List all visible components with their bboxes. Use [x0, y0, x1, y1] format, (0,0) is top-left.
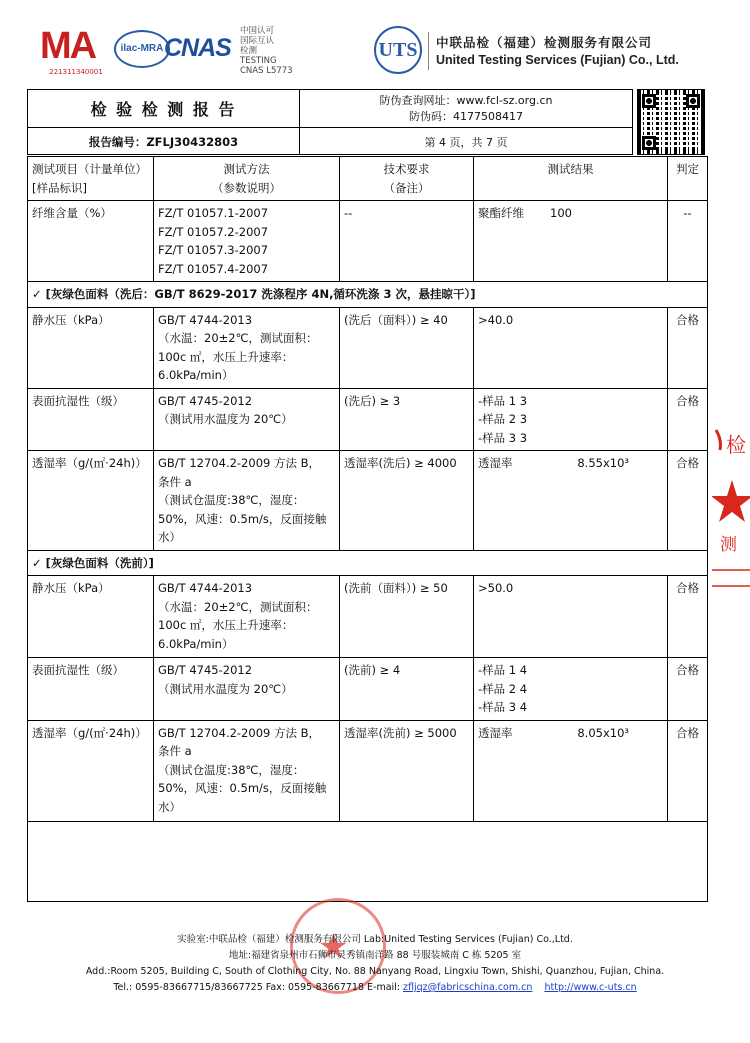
verdict-cell: -- [668, 201, 708, 282]
website-link[interactable]: http://www.c-uts.cn [544, 982, 637, 993]
method-cell: GB/T 4744-2013 （水温：20±2℃，测试面积： 100c ㎡，水压上升速率： 6.0kPa/min） [154, 307, 340, 388]
item-cell: 纤维含量（%） [28, 201, 154, 282]
col-header-requirement: 技术要求 （备注） [340, 157, 474, 201]
svg-text:检: 检 [726, 433, 746, 457]
verify-code: 防伪码：4177508417 [409, 109, 523, 123]
item-cell: 静水压（kPa） [28, 307, 154, 388]
ilac-logo: ilac-MRA [114, 30, 170, 68]
cnas-logo: CNAS [164, 34, 231, 62]
col-header-result: 测试结果 [474, 157, 668, 201]
result-cell: 透湿率 8.55x10³ [474, 451, 668, 551]
verdict-cell: 合格 [668, 388, 708, 451]
footer-address-en: Add.:Room 5205, Building C, South of Clothing City, No. 88 Nanyang Road, Lingxiu Town, Shishi, Quanzhou, Fujian, China. [85, 966, 665, 977]
verify-site: 防伪查询网址：www.fcl-sz.org.cn [379, 93, 553, 107]
seam-stamp [712, 420, 750, 590]
ma-number: 221311340001 [49, 68, 103, 76]
requirement-cell: 透湿率(洗前) ≥ 5000 [340, 720, 474, 821]
report-number: 报告编号：ZFLJ30432803 [28, 128, 300, 155]
result-cell: 聚酯纤维 100 [474, 201, 668, 282]
verdict-cell: 合格 [668, 720, 708, 821]
result-cell: >50.0 [474, 576, 668, 658]
logo-divider [428, 32, 429, 70]
table-row [28, 658, 708, 721]
table-row [28, 576, 708, 658]
footer-address-cn: 地址:福建省泉州市石狮市灵秀镇南洋路 88 号服装城南 C 栋 5205 室 [228, 950, 522, 961]
requirement-cell: (洗前) ≥ 4 [340, 658, 474, 721]
method-cell: FZ/T 01057.1-2007 FZ/T 01057.2-2007 FZ/T 01057.3-2007 FZ/T 01057.4-2007 [154, 201, 340, 282]
email-link[interactable]: zfljqz@fabricschina.com.cn [403, 982, 533, 993]
method-cell: GB/T 4745-2012 （测试用水温度为 20℃） [154, 658, 340, 721]
svg-text:测: 测 [720, 535, 737, 555]
verify-info [300, 90, 632, 128]
company-name-cn: 中联品检（福建）检测服务有限公司 [436, 35, 653, 50]
table-row [28, 388, 708, 451]
requirement-cell: -- [340, 201, 474, 282]
method-cell: GB/T 12704.2-2009 方法 B， 条件 a （测试仓温度:38℃，湿度： 50%，风速：0.5m/s，反面接触 水） [154, 720, 340, 821]
cnas-accreditation-text: 中国认可 国际互认 检测 TESTING CNAS L5773 [240, 26, 293, 76]
qr-code [637, 89, 705, 155]
verdict-cell: 合格 [668, 307, 708, 388]
item-cell: 透湿率（g/(㎡·24h)） [28, 720, 154, 821]
item-cell: 透湿率（g/(㎡·24h)） [28, 451, 154, 551]
table-row [28, 720, 708, 821]
item-cell: 表面抗湿性（级） [28, 388, 154, 451]
uts-logo: UTS [374, 26, 422, 74]
method-cell: GB/T 4745-2012 （测试用水温度为 20℃） [154, 388, 340, 451]
verdict-cell: 合格 [668, 658, 708, 721]
requirement-cell: 透湿率(洗后) ≥ 4000 [340, 451, 474, 551]
footer-contact: Tel.: 0595-83667715/83667725 Fax: 0595-83667718 E-mail: zfljqz@fabricschina.com.cn http://www.c-uts.cn [113, 982, 637, 993]
requirement-cell: (洗后（面料）) ≥ 40 [340, 307, 474, 388]
company-name-en: United Testing Services (Fujian) Co., Ltd. [436, 53, 679, 67]
method-cell: GB/T 12704.2-2009 方法 B， 条件 a （测试仓温度:38℃，湿度： 50%，风速：0.5m/s，反面接触 水） [154, 451, 340, 551]
col-header-item: 测试项目（计量单位） [样品标识] [28, 157, 154, 201]
page-info: 第 4 页，共 7 页 [424, 135, 508, 149]
ma-logo: MA [40, 25, 96, 67]
table-row [28, 307, 708, 388]
footer-lab: 实验室:中联品检（福建）检测服务有限公司 Lab:United Testing Services (Fujian) Co.,Ltd. [177, 934, 573, 945]
item-cell: 静水压（kPa） [28, 576, 154, 658]
report-header [27, 89, 633, 155]
result-cell: -样品 1 4 -样品 2 4 -样品 3 4 [474, 658, 668, 721]
result-cell: >40.0 [474, 307, 668, 388]
col-header-verdict: 判定 [668, 157, 708, 201]
col-header-method: 测试方法 （参数说明） [154, 157, 340, 201]
stamp-star-icon: ★ [318, 927, 349, 967]
verdict-cell: 合格 [668, 576, 708, 658]
report-title: 检 验 检 测 报 告 [28, 90, 300, 128]
section-row-after-wash: ✓ [灰绿色面料（洗后：GB/T 8629-2017 洗涤程序 4N,循环洗涤 3 次，悬挂晾干）] [28, 282, 708, 308]
requirement-cell: (洗前（面料）) ≥ 50 [340, 576, 474, 658]
table-row [28, 201, 708, 282]
item-cell: 表面抗湿性（级） [28, 658, 154, 721]
result-cell: -样品 1 3 -样品 2 3 -样品 3 3 [474, 388, 668, 451]
verdict-cell: 合格 [668, 451, 708, 551]
footer [0, 927, 750, 996]
method-cell: GB/T 4744-2013 （水温：20±2℃，测试面积： 100c ㎡，水压上升速率： 6.0kPa/min） [154, 576, 340, 658]
empty-row [28, 821, 708, 901]
table-row [28, 451, 708, 551]
section-row-before-wash: ✓ [灰绿色面料（洗前）] [28, 550, 708, 576]
table-header-row [28, 157, 708, 201]
result-cell: 透湿率 8.05x10³ [474, 720, 668, 821]
test-results-table [27, 156, 708, 902]
requirement-cell: (洗后) ≥ 3 [340, 388, 474, 451]
